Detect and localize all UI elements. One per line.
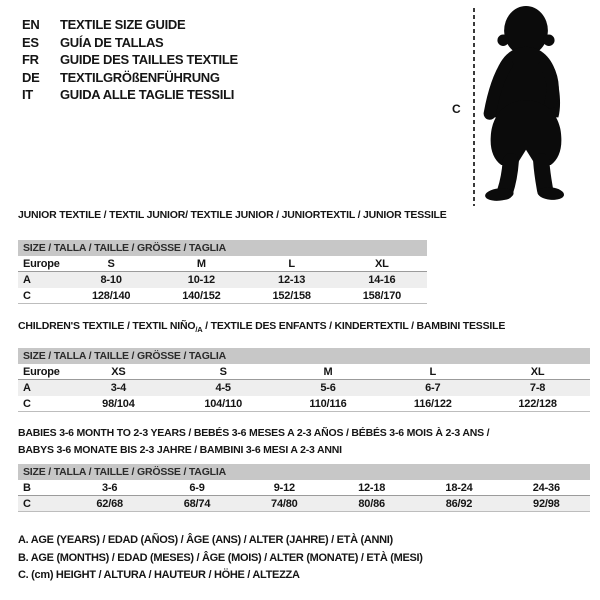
junior-size-table-section xyxy=(18,209,447,304)
table-row xyxy=(18,496,590,512)
size-cell: 86/92 xyxy=(445,497,473,510)
row-label: Europe xyxy=(23,365,60,378)
size-cell: L xyxy=(288,257,295,270)
children-title-suffix: / TEXTILE DES ENFANTS / KINDERTEXTIL / BAMBINI TESSILE xyxy=(202,320,506,332)
size-cell: 140/152 xyxy=(182,289,221,302)
children-table-title xyxy=(18,320,590,336)
size-cell: 10-12 xyxy=(187,274,215,286)
size-cell: 122/128 xyxy=(518,397,557,410)
size-cell: XS xyxy=(111,365,126,378)
junior-size-table xyxy=(18,256,427,304)
babies-title-line2: BABYS 3-6 MONATE BIS 2-3 JAHRE / BAMBINI 3-6 MESI A 2-3 ANNI xyxy=(18,444,342,456)
language-row xyxy=(22,34,238,52)
language-row xyxy=(22,86,238,104)
row-label: A xyxy=(23,274,31,286)
size-cell: 92/98 xyxy=(533,497,560,510)
size-cell: XL xyxy=(530,365,545,378)
babies-size-table xyxy=(18,480,590,512)
language-code: FR xyxy=(22,52,39,67)
babies-title-line1: BABIES 3-6 MONTH TO 2-3 YEARS / BEBÉS 3-6 MESES A 2-3 AÑOS / BÉBÉS 3-6 MOIS À 2-3 ANS / xyxy=(18,427,490,439)
size-cell: 12-13 xyxy=(278,274,306,286)
legend-line-a: A. AGE (YEARS) / EDAD (AÑOS) / ÂGE (ANS) / ALTER (JAHRE) / ETÀ (ANNI) xyxy=(18,534,393,546)
size-cell: 3-6 xyxy=(102,481,118,494)
size-cell: 80/86 xyxy=(358,497,385,510)
language-row xyxy=(22,69,238,87)
size-cell: M xyxy=(196,257,206,270)
guide-title: GUIDE DES TAILLES TEXTILE xyxy=(60,52,238,67)
size-cell: 3-4 xyxy=(110,382,127,395)
babies-size-table-section xyxy=(18,425,590,512)
size-cell: 158/170 xyxy=(362,289,402,302)
size-cell: 6-7 xyxy=(425,382,441,395)
children-size-table-section xyxy=(18,320,590,412)
row-label: Europe xyxy=(23,257,60,270)
size-cell: 5-6 xyxy=(320,382,336,395)
children-title-prefix: CHILDREN'S TEXTILE / TEXTIL NIÑO xyxy=(18,320,196,332)
row-label: C xyxy=(23,497,31,510)
size-cell: 8-10 xyxy=(100,274,122,286)
size-cell: 74/80 xyxy=(271,497,298,510)
language-code: IT xyxy=(22,87,33,102)
size-cell: 110/116 xyxy=(309,397,347,410)
size-cell: XL xyxy=(375,257,389,270)
row-label: C xyxy=(23,397,31,410)
guide-title: GUÍA DE TALLAS xyxy=(60,34,164,50)
size-table-header: SIZE / TALLA / TAILLE / GRÖSSE / TAGLIA xyxy=(18,348,590,364)
table-row xyxy=(18,396,590,412)
size-cell: 62/68 xyxy=(96,497,123,510)
language-code: ES xyxy=(22,34,39,50)
language-title-list xyxy=(22,16,238,104)
table-row xyxy=(18,380,590,396)
language-row xyxy=(22,16,238,34)
size-cell: 152/158 xyxy=(272,289,311,302)
table-row xyxy=(18,256,427,272)
size-cell: 98/104 xyxy=(102,397,135,410)
language-code: DE xyxy=(22,69,40,85)
row-label: C xyxy=(23,289,31,302)
guide-title: TEXTILE SIZE GUIDE xyxy=(60,17,186,32)
children-title-subscript: /A xyxy=(195,325,203,335)
guide-title: TEXTILGRÖßENFÜHRUNG xyxy=(60,69,220,85)
language-code: EN xyxy=(22,17,40,32)
row-label: B xyxy=(23,481,31,494)
guide-title: GUIDA ALLE TAGLIE TESSILI xyxy=(60,87,235,102)
size-cell: 116/122 xyxy=(413,397,452,410)
table-row xyxy=(18,480,590,496)
children-size-table xyxy=(18,364,590,412)
legend-line-c: C. (cm) HEIGHT / ALTURA / HAUTEUR / HÖHE / ALTEZZA xyxy=(18,569,300,581)
size-table-header: SIZE / TALLA / TAILLE / GRÖSSE / TAGLIA xyxy=(18,464,590,480)
size-table-header: SIZE / TALLA / TAILLE / GRÖSSE / TAGLIA xyxy=(18,240,427,256)
language-row xyxy=(22,51,238,69)
height-measure-label: C xyxy=(452,102,461,116)
table-row xyxy=(18,272,427,288)
size-cell: 4-5 xyxy=(215,382,231,395)
size-cell: S xyxy=(219,365,227,378)
size-cell: 104/110 xyxy=(204,397,243,410)
row-label: A xyxy=(23,382,31,395)
size-cell: 7-8 xyxy=(529,382,546,395)
height-measure-dashed-line xyxy=(473,8,475,206)
size-cell: S xyxy=(107,257,115,270)
size-cell: 24-36 xyxy=(532,481,560,494)
size-cell: 6-9 xyxy=(189,481,205,494)
measurement-legend xyxy=(18,532,423,585)
baby-silhouette-icon xyxy=(478,5,574,205)
junior-table-title: JUNIOR TEXTILE / TEXTIL JUNIOR/ TEXTILE JUNIOR / JUNIORTEXTIL / JUNIOR TESSILE xyxy=(18,209,447,221)
legend-line-b: B. AGE (MONTHS) / EDAD (MESES) / ÂGE (MOIS) / ALTER (MONATE) / ETÀ (MESI) xyxy=(18,551,423,564)
babies-table-title xyxy=(18,425,590,459)
size-cell: 18-24 xyxy=(445,481,473,494)
size-cell: L xyxy=(429,365,437,378)
size-cell: M xyxy=(323,365,333,378)
size-cell: 9-12 xyxy=(273,481,295,494)
size-cell: 12-18 xyxy=(358,481,386,494)
size-cell: 128/140 xyxy=(91,289,131,302)
size-cell: 14-16 xyxy=(368,274,396,286)
size-cell: 68/74 xyxy=(183,497,211,510)
table-row xyxy=(18,364,590,380)
table-row xyxy=(18,288,427,304)
